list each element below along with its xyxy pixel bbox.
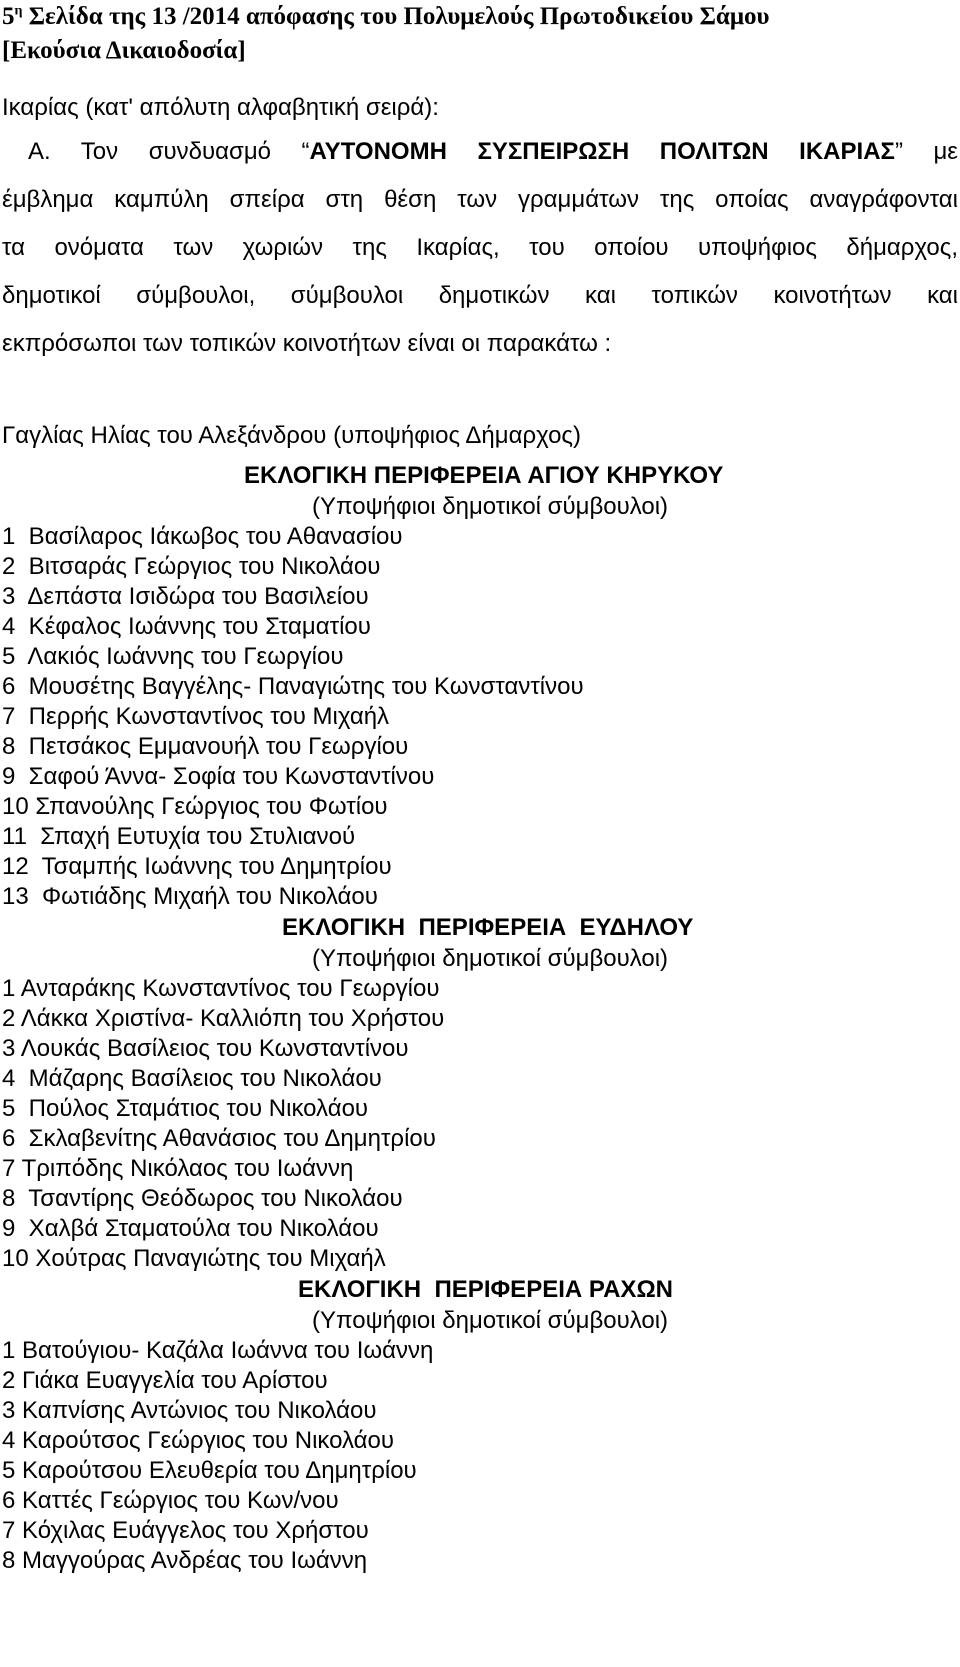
district-agios-kirykos xyxy=(0,460,960,912)
districts-list xyxy=(0,460,960,1576)
list-item: 12 Τσαμπής Ιωάννης του Δημητρίου xyxy=(2,853,392,880)
list-item: 2 Βιτσαράς Γεώργιος του Νικολάου xyxy=(2,553,381,580)
list-item: 8 Πετσάκος Εμμανουήλ του Γεωργίου xyxy=(2,733,409,760)
paragraph-line-4: δημοτικοί σύμβουλοι, σύμβουλοι δημοτικών και τοπικών κοινοτήτων και xyxy=(2,282,958,309)
coalition-name: ΑΥΤΟΝΟΜΗ ΣΥΣΠΕΙΡΩΣΗ ΠΟΛΙΤΩΝ ΙΚΑΡΙΑΣ xyxy=(309,138,895,165)
paragraph-line-1-start: Α. Τον συνδυασμό “ xyxy=(28,138,310,165)
paragraph-line-1-end: ” με xyxy=(894,138,958,165)
header-page-number: 5 xyxy=(2,3,15,30)
district-title: ΕΚΛΟΓΙΚΗ ΠΕΡΙΦΕΡΕΙΑ ΡΑΧΩΝ xyxy=(298,1276,674,1303)
list-item: 10 Χούτρας Παναγιώτης του Μιχαήλ xyxy=(2,1245,386,1272)
list-item: 7 Περρής Κωνσταντίνος του Μιχαήλ xyxy=(2,703,390,730)
list-item: 10 Σπανούλης Γεώργιος του Φωτίου xyxy=(2,793,388,820)
list-item: 3 Λουκάς Βασίλειος του Κωνσταντίνου xyxy=(2,1035,409,1062)
header-line-2: [Εκούσια Δικαιοδοσία] xyxy=(2,37,246,64)
list-item: 4 Κέφαλος Ιωάννης του Σταματίου xyxy=(2,613,371,640)
list-item: 9 Σαφού Άννα- Σοφία του Κωνσταντίνου xyxy=(2,763,435,790)
district-title: ΕΚΛΟΓΙΚΗ ΠΕΡΙΦΕΡΕΙΑ ΑΓΙΟΥ ΚΗΡΥΚΟΥ xyxy=(244,462,724,489)
header-title: Σελίδα της 13 /2014 απόφασης του Πολυμελούς Πρωτοδικείου Σάμου xyxy=(22,3,770,30)
list-item: 2 Γιάκα Ευαγγελία του Αρίστου xyxy=(2,1367,328,1394)
list-item: 1 Βασίλαρος Ιάκωβος του Αθανασίου xyxy=(2,523,403,550)
district-raches xyxy=(0,1274,960,1576)
mayor-candidate: Γαγλίας Ηλίας του Αλεξάνδρου (υποψήφιος Δήμαρχος) xyxy=(2,422,581,449)
paragraph-line-5: εκπρόσωποι των τοπικών κοινοτήτων είναι οι παρακάτω : xyxy=(2,330,612,357)
list-item: 8 Μαγγούρας Ανδρέας του Ιωάννη xyxy=(2,1547,368,1574)
list-item: 6 Σκλαβενίτης Αθανάσιος του Δημητρίου xyxy=(2,1125,436,1152)
district-subtitle: (Υποψήφιοι δημοτικοί σύμβουλοι) xyxy=(312,1307,669,1334)
paragraph-line-1 xyxy=(2,128,958,176)
list-item: 6 Μουσέτης Βαγγέλης- Παναγιώτης του Κωνσταντίνου xyxy=(2,673,584,700)
list-item: 9 Χαλβά Σταματούλα του Νικολάου xyxy=(2,1215,379,1242)
list-item: 4 Μάζαρης Βασίλειος του Νικολάου xyxy=(2,1065,382,1092)
intro-line: Ικαρίας (κατ' απόλυτη αλφαβητική σειρά): xyxy=(2,94,439,121)
paragraph-line-2: έμβλημα καμπύλη σπείρα στη θέση των γραμμάτων της οποίας αναγράφονται xyxy=(2,186,958,213)
list-item: 13 Φωτιάδης Μιχαήλ του Νικολάου xyxy=(2,883,378,910)
list-item: 3 Δεπάστα Ισιδώρα του Βασιλείου xyxy=(2,583,369,610)
list-item: 3 Καπνίσης Αντώνιος του Νικολάου xyxy=(2,1397,377,1424)
list-item: 4 Καρούτσος Γεώργιος του Νικολάου xyxy=(2,1427,395,1454)
list-item: 7 Κόχιλας Ευάγγελος του Χρήστου xyxy=(2,1517,369,1544)
page-header xyxy=(0,0,960,68)
list-item: 8 Τσαντίρης Θεόδωρος του Νικολάου xyxy=(2,1185,403,1212)
header-line-1 xyxy=(2,0,960,34)
list-item: 5 Λακιός Ιωάννης του Γεωργίου xyxy=(2,643,344,670)
list-item: 1 Βατούγιου- Καζάλα Ιωάννα του Ιωάννη xyxy=(2,1337,434,1364)
district-subtitle: (Υποψήφιοι δημοτικοί σύμβουλοι) xyxy=(312,945,669,972)
list-item: 1 Ανταράκης Κωνσταντίνος του Γεωργίου xyxy=(2,975,440,1002)
list-item: 5 Πούλος Σταμάτιος του Νικολάου xyxy=(2,1095,369,1122)
list-item: 11 Σπαχή Ευτυχία του Στυλιανού xyxy=(2,823,356,850)
list-item: 7 Τριπόδης Νικόλαος του Ιωάννη xyxy=(2,1155,354,1182)
coalition-paragraph xyxy=(0,128,958,368)
list-item: 2 Λάκκα Χριστίνα- Καλλιόπη του Χρήστου xyxy=(2,1005,445,1032)
district-evdilos xyxy=(0,912,960,1274)
list-item: 5 Καρούτσου Ελευθερία του Δημητρίου xyxy=(2,1457,417,1484)
paragraph-line-3: τα ονόματα των χωριών της Ικαρίας, του οποίου υποψήφιος δήμαρχος, xyxy=(2,234,958,261)
district-subtitle: (Υποψήφιοι δημοτικοί σύμβουλοι) xyxy=(312,493,669,520)
document-body xyxy=(0,88,960,1576)
header-ordinal-suffix: η xyxy=(14,3,23,19)
district-title: ΕΚΛΟΓΙΚΗ ΠΕΡΙΦΕΡΕΙΑ ΕΥΔΗΛΟΥ xyxy=(282,914,694,941)
list-item: 6 Καττές Γεώργιος του Κων/νου xyxy=(2,1487,339,1514)
